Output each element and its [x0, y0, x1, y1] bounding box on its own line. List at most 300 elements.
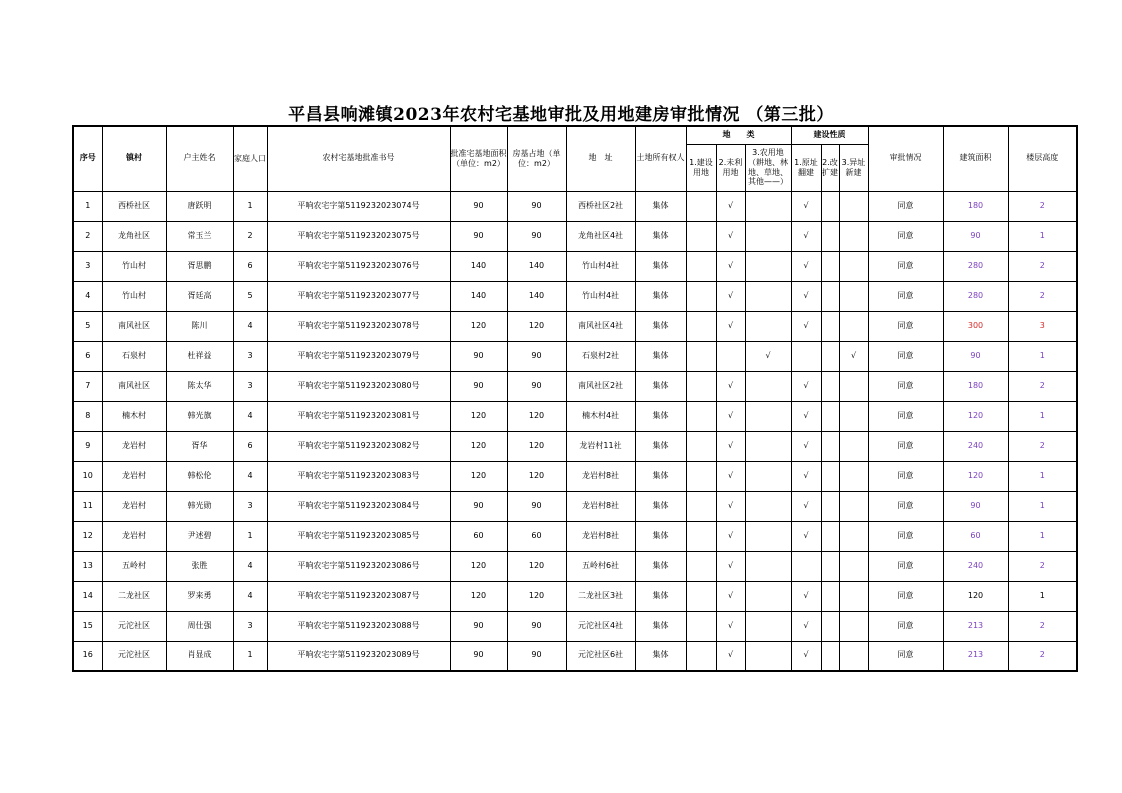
cell-address: 龙岩村11社 [566, 431, 635, 461]
cell-cert: 平响农宅字第5119232023079号 [267, 341, 450, 371]
cell-land-type-1 [686, 191, 716, 221]
cell-floor-height: 1 [1008, 581, 1077, 611]
cell-family: 1 [233, 191, 267, 221]
header-build-2: 2.改扩建 [821, 144, 839, 191]
cell-house-area: 90 [507, 371, 566, 401]
cell-land-type-1 [686, 401, 716, 431]
cell-address: 龙岩村8社 [566, 491, 635, 521]
cell-building-area: 213 [943, 611, 1008, 641]
cell-approval: 同意 [868, 311, 943, 341]
cell-house-area: 120 [507, 551, 566, 581]
cell-build-3 [839, 491, 868, 521]
header-seq: 序号 [73, 126, 102, 191]
cell-cert: 平响农宅字第5119232023085号 [267, 521, 450, 551]
cell-build-2 [821, 521, 839, 551]
cell-house-area: 90 [507, 341, 566, 371]
cell-build-3: √ [839, 341, 868, 371]
cell-build-2 [821, 401, 839, 431]
cell-approval: 同意 [868, 521, 943, 551]
header-building-area: 建筑面积 [943, 126, 1008, 191]
cell-land-owner: 集体 [635, 281, 686, 311]
cell-seq: 13 [73, 551, 102, 581]
table-row [73, 281, 1077, 311]
cell-land-owner: 集体 [635, 581, 686, 611]
cell-floor-height: 2 [1008, 431, 1077, 461]
cell-cert: 平响农宅字第5119232023077号 [267, 281, 450, 311]
header-land-type: 地 类 [686, 126, 791, 144]
cell-address: 龙岩村8社 [566, 521, 635, 551]
header-land-owner: 土地所有权人 [635, 126, 686, 191]
cell-seq: 1 [73, 191, 102, 221]
cell-approved-area: 90 [450, 611, 507, 641]
cell-land-type-3 [745, 221, 791, 251]
table-row [73, 581, 1077, 611]
cell-cert: 平响农宅字第5119232023089号 [267, 641, 450, 671]
cell-family: 4 [233, 551, 267, 581]
cell-village: 楠木村 [102, 401, 166, 431]
header-build-nature: 建设性质 [791, 126, 868, 144]
cell-cert: 平响农宅字第5119232023081号 [267, 401, 450, 431]
cell-address: 元沱社区6社 [566, 641, 635, 671]
cell-land-type-1 [686, 341, 716, 371]
cell-land-owner: 集体 [635, 341, 686, 371]
cell-land-type-2: √ [716, 461, 745, 491]
cell-family: 2 [233, 221, 267, 251]
cell-build-3 [839, 461, 868, 491]
cell-building-area: 120 [943, 461, 1008, 491]
cell-build-1: √ [791, 371, 821, 401]
table-row [73, 191, 1077, 221]
cell-seq: 7 [73, 371, 102, 401]
cell-approved-area: 120 [450, 401, 507, 431]
cell-owner: 张胜 [166, 551, 233, 581]
cell-owner: 唐跃明 [166, 191, 233, 221]
cell-floor-height: 1 [1008, 461, 1077, 491]
cell-building-area: 213 [943, 641, 1008, 671]
cell-family: 4 [233, 311, 267, 341]
page-title: 平昌县响滩镇2023年农村宅基地审批及用地建房审批情况 （第三批） [288, 105, 834, 125]
cell-land-type-1 [686, 221, 716, 251]
cell-village: 龙岩村 [102, 521, 166, 551]
cell-build-3 [839, 371, 868, 401]
cell-house-area: 90 [507, 641, 566, 671]
cell-approved-area: 120 [450, 311, 507, 341]
cell-approval: 同意 [868, 371, 943, 401]
cell-build-1: √ [791, 431, 821, 461]
cell-land-owner: 集体 [635, 371, 686, 401]
cell-family: 4 [233, 581, 267, 611]
cell-approval: 同意 [868, 581, 943, 611]
cell-owner: 韩光勋 [166, 491, 233, 521]
cell-seq: 3 [73, 251, 102, 281]
approval-table [72, 125, 1078, 672]
cell-village: 竹山村 [102, 281, 166, 311]
cell-approved-area: 120 [450, 461, 507, 491]
table-row [73, 461, 1077, 491]
cell-approval: 同意 [868, 461, 943, 491]
cell-land-owner: 集体 [635, 551, 686, 581]
cell-land-type-2 [716, 341, 745, 371]
cell-floor-height: 1 [1008, 491, 1077, 521]
cell-land-type-3: √ [745, 341, 791, 371]
cell-approved-area: 90 [450, 371, 507, 401]
cell-seq: 4 [73, 281, 102, 311]
cell-family: 5 [233, 281, 267, 311]
cell-building-area: 120 [943, 401, 1008, 431]
cell-build-1: √ [791, 311, 821, 341]
cell-seq: 12 [73, 521, 102, 551]
cell-build-2 [821, 611, 839, 641]
cell-build-3 [839, 221, 868, 251]
cell-house-area: 90 [507, 191, 566, 221]
table-row [73, 611, 1077, 641]
cell-floor-height: 2 [1008, 191, 1077, 221]
cell-land-type-3 [745, 311, 791, 341]
cell-house-area: 120 [507, 581, 566, 611]
cell-build-3 [839, 191, 868, 221]
cell-building-area: 90 [943, 341, 1008, 371]
cell-village: 元沱社区 [102, 611, 166, 641]
cell-land-owner: 集体 [635, 641, 686, 671]
cell-approved-area: 120 [450, 581, 507, 611]
cell-land-type-1 [686, 491, 716, 521]
cell-approval: 同意 [868, 191, 943, 221]
cell-approval: 同意 [868, 611, 943, 641]
cell-seq: 16 [73, 641, 102, 671]
cell-house-area: 140 [507, 251, 566, 281]
cell-build-2 [821, 221, 839, 251]
header-house-area: 房基占地（单位：m2） [507, 126, 566, 191]
cell-cert: 平响农宅字第5119232023082号 [267, 431, 450, 461]
cell-approved-area: 120 [450, 551, 507, 581]
cell-build-2 [821, 191, 839, 221]
cell-seq: 11 [73, 491, 102, 521]
cell-build-1 [791, 551, 821, 581]
cell-land-type-1 [686, 581, 716, 611]
cell-build-1: √ [791, 221, 821, 251]
cell-land-type-3 [745, 611, 791, 641]
cell-land-owner: 集体 [635, 461, 686, 491]
cell-build-2 [821, 641, 839, 671]
table-row [73, 371, 1077, 401]
cell-build-1: √ [791, 611, 821, 641]
cell-village: 南风社区 [102, 311, 166, 341]
cell-house-area: 90 [507, 491, 566, 521]
cell-address: 竹山村4社 [566, 251, 635, 281]
cell-land-type-3 [745, 281, 791, 311]
cell-village: 龙岩村 [102, 431, 166, 461]
cell-land-owner: 集体 [635, 221, 686, 251]
cell-cert: 平响农宅字第5119232023086号 [267, 551, 450, 581]
cell-family: 6 [233, 431, 267, 461]
table-row [73, 521, 1077, 551]
cell-address: 龙岩村8社 [566, 461, 635, 491]
cell-address: 二龙社区3社 [566, 581, 635, 611]
cell-address: 五岭村6社 [566, 551, 635, 581]
cell-building-area: 180 [943, 191, 1008, 221]
cell-owner: 周仕强 [166, 611, 233, 641]
header-row-1 [73, 126, 1077, 144]
cell-seq: 5 [73, 311, 102, 341]
cell-approval: 同意 [868, 401, 943, 431]
cell-owner: 杜祥益 [166, 341, 233, 371]
cell-cert: 平响农宅字第5119232023087号 [267, 581, 450, 611]
cell-land-type-2: √ [716, 581, 745, 611]
cell-owner: 常玉兰 [166, 221, 233, 251]
cell-land-type-2: √ [716, 521, 745, 551]
cell-build-1: √ [791, 491, 821, 521]
cell-land-type-1 [686, 431, 716, 461]
cell-land-type-2: √ [716, 191, 745, 221]
header-floor-height: 楼层高度 [1008, 126, 1077, 191]
cell-land-owner: 集体 [635, 251, 686, 281]
cell-land-type-1 [686, 371, 716, 401]
cell-land-type-1 [686, 611, 716, 641]
cell-approval: 同意 [868, 221, 943, 251]
cell-address: 石泉村2社 [566, 341, 635, 371]
cell-owner: 胥思鹏 [166, 251, 233, 281]
cell-address: 南风社区2社 [566, 371, 635, 401]
cell-building-area: 240 [943, 551, 1008, 581]
cell-owner: 陈川 [166, 311, 233, 341]
cell-approval: 同意 [868, 551, 943, 581]
cell-floor-height: 1 [1008, 341, 1077, 371]
cell-approved-area: 90 [450, 191, 507, 221]
cell-seq: 9 [73, 431, 102, 461]
cell-build-2 [821, 491, 839, 521]
cell-approval: 同意 [868, 341, 943, 371]
cell-family: 1 [233, 521, 267, 551]
cell-address: 元沱社区4社 [566, 611, 635, 641]
cell-build-1: √ [791, 641, 821, 671]
cell-building-area: 90 [943, 491, 1008, 521]
cell-house-area: 120 [507, 311, 566, 341]
table-row [73, 401, 1077, 431]
cell-land-owner: 集体 [635, 311, 686, 341]
cell-land-type-2: √ [716, 401, 745, 431]
cell-address: 西桥社区2社 [566, 191, 635, 221]
cell-floor-height: 3 [1008, 311, 1077, 341]
cell-cert: 平响农宅字第5119232023088号 [267, 611, 450, 641]
cell-land-type-3 [745, 461, 791, 491]
cell-building-area: 120 [943, 581, 1008, 611]
header-build-3: 3.异址新建 [839, 144, 868, 191]
cell-land-type-3 [745, 521, 791, 551]
cell-building-area: 90 [943, 221, 1008, 251]
table-row [73, 251, 1077, 281]
cell-land-type-2: √ [716, 281, 745, 311]
cell-land-owner: 集体 [635, 191, 686, 221]
cell-build-1: √ [791, 281, 821, 311]
cell-land-type-3 [745, 251, 791, 281]
cell-approval: 同意 [868, 431, 943, 461]
cell-land-type-3 [745, 401, 791, 431]
cell-land-type-2: √ [716, 221, 745, 251]
header-owner: 户主姓名 [166, 126, 233, 191]
cell-cert: 平响农宅字第5119232023084号 [267, 491, 450, 521]
header-build-1: 1.原址翻建 [791, 144, 821, 191]
cell-floor-height: 2 [1008, 281, 1077, 311]
table-row [73, 311, 1077, 341]
cell-build-3 [839, 611, 868, 641]
cell-building-area: 60 [943, 521, 1008, 551]
cell-cert: 平响农宅字第5119232023076号 [267, 251, 450, 281]
cell-approval: 同意 [868, 281, 943, 311]
cell-approval: 同意 [868, 491, 943, 521]
cell-family: 3 [233, 341, 267, 371]
cell-build-1: √ [791, 581, 821, 611]
table-row [73, 221, 1077, 251]
cell-land-type-3 [745, 551, 791, 581]
cell-land-owner: 集体 [635, 521, 686, 551]
cell-land-owner: 集体 [635, 491, 686, 521]
cell-land-type-1 [686, 281, 716, 311]
cell-owner: 韩光旗 [166, 401, 233, 431]
cell-build-3 [839, 551, 868, 581]
cell-village: 五岭村 [102, 551, 166, 581]
cell-cert: 平响农宅字第5119232023075号 [267, 221, 450, 251]
cell-seq: 6 [73, 341, 102, 371]
cell-build-2 [821, 251, 839, 281]
header-land-type-1: 1.建设用地 [686, 144, 716, 191]
cell-floor-height: 2 [1008, 641, 1077, 671]
cell-build-2 [821, 581, 839, 611]
cell-land-owner: 集体 [635, 431, 686, 461]
cell-build-2 [821, 311, 839, 341]
cell-land-type-1 [686, 641, 716, 671]
cell-village: 龙岩村 [102, 491, 166, 521]
cell-build-2 [821, 281, 839, 311]
cell-land-type-2: √ [716, 491, 745, 521]
cell-village: 龙岩村 [102, 461, 166, 491]
header-town-village: 镇村 [102, 126, 166, 191]
cell-approval: 同意 [868, 641, 943, 671]
cell-approved-area: 60 [450, 521, 507, 551]
cell-build-1: √ [791, 251, 821, 281]
cell-address: 南风社区4社 [566, 311, 635, 341]
cell-cert: 平响农宅字第5119232023074号 [267, 191, 450, 221]
cell-approved-area: 140 [450, 281, 507, 311]
cell-build-3 [839, 521, 868, 551]
cell-land-type-2: √ [716, 551, 745, 581]
cell-village: 竹山村 [102, 251, 166, 281]
cell-build-3 [839, 401, 868, 431]
cell-build-1: √ [791, 461, 821, 491]
cell-build-1: √ [791, 191, 821, 221]
cell-house-area: 120 [507, 431, 566, 461]
cell-owner: 陈太华 [166, 371, 233, 401]
header-land-type-3: 3.农用地（耕地、林地、草地、其他——） [745, 144, 791, 191]
cell-land-type-1 [686, 251, 716, 281]
cell-build-3 [839, 431, 868, 461]
cell-land-type-3 [745, 491, 791, 521]
cell-owner: 胥华 [166, 431, 233, 461]
cell-floor-height: 1 [1008, 521, 1077, 551]
cell-house-area: 60 [507, 521, 566, 551]
cell-build-2 [821, 461, 839, 491]
cell-approval: 同意 [868, 251, 943, 281]
header-family-size: 家庭人口 [233, 126, 267, 191]
cell-land-type-1 [686, 521, 716, 551]
cell-build-3 [839, 251, 868, 281]
cell-land-type-2: √ [716, 371, 745, 401]
table-row [73, 491, 1077, 521]
cell-land-type-2: √ [716, 251, 745, 281]
cell-floor-height: 1 [1008, 401, 1077, 431]
cell-floor-height: 2 [1008, 611, 1077, 641]
cell-house-area: 90 [507, 221, 566, 251]
cell-owner: 肖显成 [166, 641, 233, 671]
cell-owner: 胥廷高 [166, 281, 233, 311]
cell-approved-area: 90 [450, 221, 507, 251]
table-row [73, 551, 1077, 581]
cell-seq: 2 [73, 221, 102, 251]
cell-building-area: 280 [943, 251, 1008, 281]
cell-build-3 [839, 581, 868, 611]
cell-land-type-2: √ [716, 311, 745, 341]
cell-build-2 [821, 371, 839, 401]
cell-owner: 尹述碧 [166, 521, 233, 551]
cell-family: 1 [233, 641, 267, 671]
cell-address: 龙角社区4社 [566, 221, 635, 251]
cell-build-3 [839, 311, 868, 341]
cell-village: 西桥社区 [102, 191, 166, 221]
cell-house-area: 120 [507, 461, 566, 491]
cell-village: 南风社区 [102, 371, 166, 401]
cell-village: 元沱社区 [102, 641, 166, 671]
cell-land-type-2: √ [716, 611, 745, 641]
cell-building-area: 180 [943, 371, 1008, 401]
cell-land-type-3 [745, 191, 791, 221]
cell-address: 竹山村4社 [566, 281, 635, 311]
cell-build-3 [839, 641, 868, 671]
cell-house-area: 140 [507, 281, 566, 311]
cell-house-area: 90 [507, 611, 566, 641]
cell-build-1: √ [791, 521, 821, 551]
cell-building-area: 240 [943, 431, 1008, 461]
cell-address: 楠木村4社 [566, 401, 635, 431]
cell-floor-height: 2 [1008, 371, 1077, 401]
cell-land-type-3 [745, 371, 791, 401]
header-approval: 审批情况 [868, 126, 943, 191]
cell-building-area: 300 [943, 311, 1008, 341]
cell-build-2 [821, 431, 839, 461]
cell-land-type-2: √ [716, 431, 745, 461]
cell-build-2 [821, 551, 839, 581]
header-land-type-2: 2.未利用地 [716, 144, 745, 191]
cell-family: 4 [233, 401, 267, 431]
cell-approved-area: 90 [450, 491, 507, 521]
header-address: 地 址 [566, 126, 635, 191]
cell-cert: 平响农宅字第5119232023083号 [267, 461, 450, 491]
cell-approved-area: 120 [450, 431, 507, 461]
cell-family: 3 [233, 611, 267, 641]
cell-build-1 [791, 341, 821, 371]
cell-owner: 罗来勇 [166, 581, 233, 611]
cell-seq: 10 [73, 461, 102, 491]
cell-land-owner: 集体 [635, 611, 686, 641]
cell-land-type-1 [686, 311, 716, 341]
cell-owner: 韩松伦 [166, 461, 233, 491]
cell-floor-height: 2 [1008, 251, 1077, 281]
cell-land-type-3 [745, 431, 791, 461]
cell-build-2 [821, 341, 839, 371]
cell-village: 龙角社区 [102, 221, 166, 251]
cell-family: 3 [233, 491, 267, 521]
cell-floor-height: 1 [1008, 221, 1077, 251]
cell-approved-area: 140 [450, 251, 507, 281]
cell-family: 3 [233, 371, 267, 401]
